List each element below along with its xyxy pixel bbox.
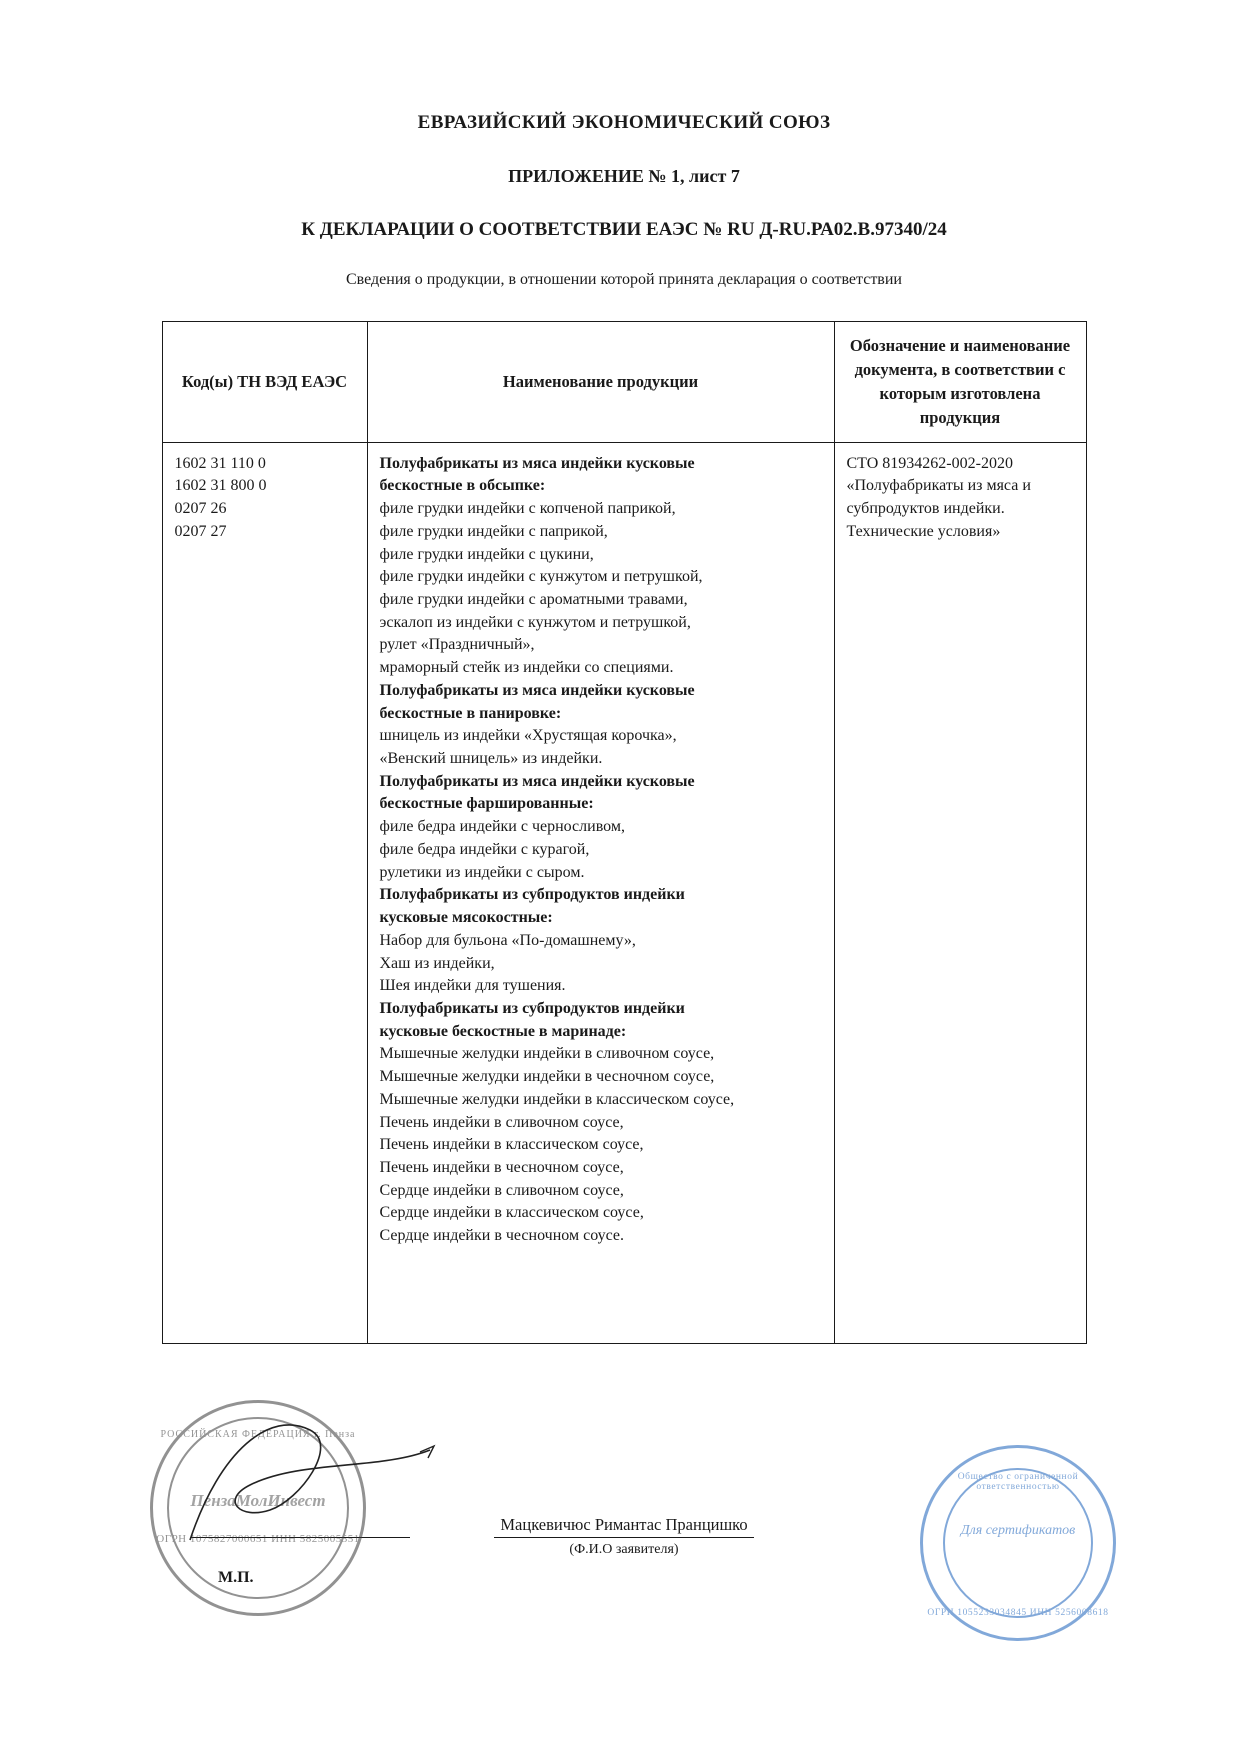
code-line: 0207 27 [174, 522, 227, 540]
table-header-row [162, 322, 1086, 443]
document-subtitle: Сведения о продукции, в отношении которой принята декларация о соответствии [346, 271, 902, 288]
certification-stamp-registration: ОГРН 1055233034845 ИНН 5256008618 [927, 1608, 1109, 1618]
company-stamp-registration: ОГРН 1075827000651 ИНН 5825005551 [156, 1533, 360, 1545]
product-line: филе грудки индейки с копченой паприкой, [379, 500, 676, 518]
appendix-title: ПРИЛОЖЕНИЕ № 1, лист 7 [508, 166, 740, 186]
product-line: филе грудки индейки с цукини, [379, 545, 594, 563]
column-header-name: Наименование продукции [367, 322, 834, 443]
product-line: бескостные в панировке: [379, 704, 562, 722]
product-line: Сердце индейки в сливочном соусе, [379, 1181, 624, 1199]
product-line: кусковые мясокостные: [379, 909, 553, 927]
product-line: филе грудки индейки с кунжутом и петрушкой, [379, 568, 703, 586]
certification-stamp-main: Для сертификатов [960, 1523, 1076, 1538]
declaration-title: К ДЕКЛАРАЦИИ О СООТВЕТСТВИИ ЕАЭС № RU Д-RU.РА02.В.97340/24 [301, 219, 947, 240]
product-line: шницель из индейки «Хрустящая корочка», [379, 727, 677, 745]
column-header-code: Код(ы) ТН ВЭД ЕАЭС [162, 322, 367, 443]
applicant-name: Мацкевичюс Римантас Пранцишко [494, 1515, 753, 1538]
product-line: эскалоп из индейки с кунжутом и петрушкой, [379, 613, 691, 631]
column-header-document: Обозначение и наименование документа, в соответствии с которым изготовлена продукция [834, 322, 1086, 443]
product-line: филе бедра индейки с черносливом, [379, 818, 625, 836]
product-line: филе грудки индейки с ароматными травами, [379, 591, 688, 608]
product-line: филе бедра индейки с курагой, [379, 840, 590, 858]
code-line: 0207 26 [174, 500, 227, 518]
company-stamp-top-text: РОССИЙСКАЯ ФЕДЕРАЦИЯ г. Пенза [160, 1429, 356, 1440]
code-line: 1602 31 110 0 [174, 454, 266, 472]
product-line: Мышечные желудки индейки в классическом соусе, [379, 1090, 735, 1108]
product-table [162, 321, 1087, 1344]
cell-product-names [367, 442, 834, 1343]
product-line: Сердце индейки в классическом соусе, [379, 1204, 644, 1222]
product-line: Мышечные желудки индейки в сливочном соусе, [379, 1045, 715, 1063]
product-line: бескостные в обсыпке: [379, 477, 546, 495]
code-line: 1602 31 800 0 [174, 477, 267, 495]
signature-block [0, 1515, 1248, 1558]
product-line: рулетики из индейки с сыром. [379, 863, 585, 881]
page-title-organization: ЕВРАЗИЙСКИЙ ЭКОНОМИЧЕСКИЙ СОЮЗ [417, 112, 831, 133]
product-line: бескостные фаршированные: [379, 795, 594, 813]
cell-document [834, 442, 1086, 1343]
applicant-caption: (Ф.И.О заявителя) [569, 1542, 679, 1557]
signature-mp-label: М.П. [218, 1569, 254, 1586]
product-line: рулет «Праздничный», [379, 636, 535, 654]
document-line: Технические условия» [846, 522, 1001, 540]
company-stamp-name: ПензаМолИнвест [190, 1491, 326, 1510]
product-line: филе грудки индейки с паприкой, [379, 522, 608, 540]
product-line: Полуфабрикаты из субпродуктов индейки [379, 886, 685, 904]
product-line: Мышечные желудки индейки в чесночном соусе, [379, 1068, 715, 1086]
product-line: Полуфабрикаты из мяса индейки кусковые [379, 454, 695, 472]
cell-codes [162, 442, 367, 1343]
document-line: «Полуфабрикаты из мяса и [846, 477, 1031, 495]
document-line: субпродуктов индейки. [846, 500, 1005, 518]
product-line: Полуфабрикаты из мяса индейки кусковые [379, 681, 695, 699]
product-line: Печень индейки в чесночном соусе, [379, 1158, 624, 1176]
product-line: Полуфабрикаты из субпродуктов индейки [379, 999, 685, 1017]
company-stamp-icon [150, 1400, 366, 1616]
product-line: Сердце индейки в чесночном соусе. [379, 1227, 624, 1245]
product-line: Полуфабрикаты из мяса индейки кусковые [379, 772, 695, 790]
table-row [162, 442, 1086, 1343]
product-line: Печень индейки в сливочном соусе, [379, 1113, 624, 1131]
product-line: «Венский шницель» из индейки. [379, 750, 603, 768]
product-line: Печень индейки в классическом соусе, [379, 1136, 644, 1154]
product-line: мраморный стейк из индейки со специями. [379, 659, 674, 677]
certification-stamp-top-text: Общество с ограниченной ответственностью [957, 1472, 1079, 1492]
product-line: кусковые бескостные в маринаде: [379, 1022, 627, 1040]
document-line: СТО 81934262-002-2020 [846, 454, 1013, 472]
product-line: Шея индейки для тушения. [379, 977, 566, 995]
product-line: Хаш из индейки, [379, 954, 495, 972]
document-header [0, 112, 1248, 289]
product-line: Набор для бульона «По-домашнему», [379, 931, 636, 949]
